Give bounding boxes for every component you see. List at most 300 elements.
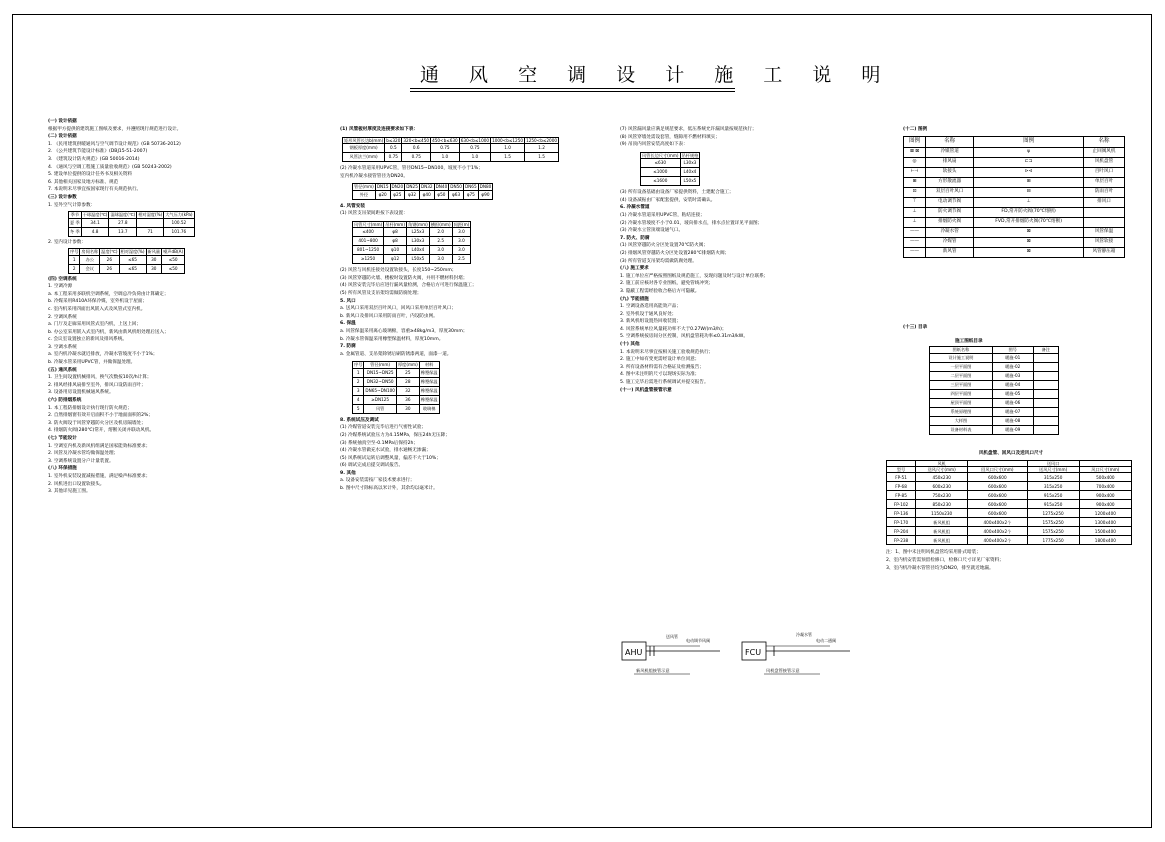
text-line: (1) 风管支吊架间距按下表设置： [340, 211, 408, 217]
text-line: (4) 冷凝水管做充水试验，排水通畅无渗漏； [340, 448, 431, 454]
table-cell: 风管静压箱 [1084, 247, 1125, 257]
table-cell: ⊢⊣ [904, 167, 926, 177]
section-heading: 4. 风管安装 [340, 203, 365, 209]
table-header-row [69, 212, 195, 218]
table-header-cell: 图例 [974, 136, 1084, 147]
table-cell [1033, 371, 1058, 380]
table-cell: 850x230 [916, 500, 968, 509]
ahu-label: AHU [625, 648, 643, 657]
text-line: 2. 排风经排风扇排至室外，排风口设防雨百叶； [48, 382, 146, 388]
table-cell: ⊥ [904, 207, 926, 217]
table-header-cell: 相对湿度(%) [138, 212, 163, 218]
table-cell: 1800x400 [1079, 536, 1131, 545]
table-cell: ⊤ [904, 197, 926, 207]
table-cell: 600x600 [968, 500, 1027, 509]
table-cell: 1575x250 [1027, 518, 1079, 527]
table-header-cell: DN25 [406, 184, 418, 190]
table-row [887, 509, 1132, 518]
text-line: 2. 自然排烟窗有效开启面积不小于地面面积的2%； [48, 413, 154, 419]
table-row [904, 167, 1125, 177]
table-cell: ⊏⊐ [974, 157, 1084, 167]
table-cell: 2.0 [429, 228, 452, 237]
table-cell: 27.8 [109, 218, 137, 227]
duct-height-table [640, 152, 700, 186]
text-line: 根据甲方提供的建筑施工图纸及要求，并遵照现行规范进行设计。 [48, 126, 182, 132]
table-cell: 0.75 [385, 153, 402, 162]
table-cell: φ12 [384, 255, 407, 264]
table-cell: ≥1250 [353, 255, 384, 264]
table-cell [137, 218, 164, 227]
table-header-cell: 风管长边尺寸(mm) [642, 152, 679, 158]
text-line: a. 设备安装需按厂家技术要求进行； [340, 478, 415, 484]
table-cell: 3.0 [452, 228, 471, 237]
table-row [887, 527, 1132, 536]
table-cell: ≤1600 [641, 177, 681, 186]
fcu-label: FCU [745, 648, 762, 657]
table-cell: 600x600 [968, 491, 1027, 500]
text-line: (1) 冷凝水管道采用UPVC管，粘结连接； [620, 212, 705, 218]
table-cell: 大样图 [930, 416, 993, 425]
table-header-cell: DN15 [376, 184, 389, 190]
text-line: 1. 空调冷源 [48, 284, 73, 290]
legend-title: (十二) 图例 [903, 127, 928, 132]
table-cell: FP-170 [887, 518, 916, 527]
table-row [353, 377, 440, 386]
col1-text [48, 118, 318, 209]
table-header-row [69, 249, 185, 255]
table-cell: 900x400 [1079, 491, 1131, 500]
table-cell: φ8 [384, 228, 407, 237]
table-header-cell: DN40 [435, 184, 448, 190]
fcu-caption: 风机盘管接管示意 [766, 668, 800, 673]
table-cell [1033, 425, 1058, 434]
text-line: (4) 设备减振由厂家配套提供，安装时需确认。 [620, 197, 716, 203]
table-header-row [353, 221, 471, 227]
table-header-cell: 风管尺寸(mm) [354, 221, 383, 227]
table-cell: FP-85 [887, 491, 916, 500]
text-line: 2、室内机安装需预留检修口，检修口尺寸详见厂家资料； [886, 558, 1004, 563]
table-cell: ψ [974, 147, 1084, 157]
table-header-cell: 温度(℃) [101, 249, 118, 255]
table-cell: L30x3 [680, 159, 700, 168]
table-header-cell: 1250<b≤2000 [526, 137, 558, 143]
table-header-cell: 角钢(mm) [408, 221, 428, 227]
table-cell: 30 [396, 404, 419, 413]
section-heading: (七) 节能设计 [48, 436, 77, 441]
table-cell: FP-68 [887, 482, 916, 491]
table-row [904, 227, 1125, 237]
text-line: a. 室内机冷凝水就近排放，冷凝水管坡度不小于1%； [48, 352, 158, 358]
table-header-cell: 图号 [992, 347, 1033, 353]
text-line: 2. 室外机设于通风良好处； [620, 311, 677, 317]
directory-table [929, 346, 1059, 434]
section-heading: (九) 节能措施 [620, 296, 649, 302]
table-cell: 1.0 [491, 144, 525, 153]
table-row [353, 228, 471, 237]
table-cell: φ32 [405, 190, 420, 199]
table-cell: 玻璃棉 [419, 404, 439, 413]
table-cell [1033, 407, 1058, 416]
table-cell: FP-102 [887, 500, 916, 509]
table-cell: ⊥ [904, 217, 926, 227]
table-row [353, 386, 440, 395]
title-underline [410, 88, 735, 89]
section-heading: 5. 风口 [340, 298, 356, 304]
table-cell: 止回阀风机 [1084, 147, 1125, 157]
table-cell: 2 [69, 264, 80, 273]
table-cell: FVD,常开排烟防火阀(70℃熔断) [974, 217, 1084, 227]
table-header-cell: 320<b≤450 [403, 137, 430, 143]
table-cell: ⊠ [974, 237, 1084, 247]
table-cell: 315x250 [1027, 473, 1079, 482]
table-cell [1033, 398, 1058, 407]
text-line: (3) 所有设备基础由设备厂家提供资料，土建配合施工； [620, 190, 734, 196]
text-line: (3) 风管穿越防火墙、楼板时设置防火阀，并用不燃材料封堵； [340, 275, 468, 281]
text-line: 1. 本工程防排烟设计执行现行防火规范； [48, 405, 132, 411]
table-header-cell: 名称 [1084, 136, 1125, 147]
table-header-cell: 间距(m) [453, 221, 470, 227]
table-cell: 风管软接 [1084, 237, 1125, 247]
table-cell: 暖施-01 [992, 353, 1033, 362]
text-line: c. 室内机采用四面出风嵌入式及风管式室内机。 [48, 306, 146, 312]
text-line: 3. 其他详见施工图。 [48, 489, 91, 495]
table-header-cell: 横担(mm) [430, 221, 451, 227]
table-header-row [343, 137, 559, 143]
text-line: 4. 排烟防火阀(280℃)常开，熔断关闭并联动风机。 [48, 428, 155, 434]
section-heading: 8. 系统试压及调试 [340, 417, 379, 423]
table-cell: ⊞ [974, 177, 1084, 187]
table-cell: 橡塑保温 [419, 368, 439, 377]
table-cell: φ8 [384, 237, 407, 246]
table-cell [1033, 362, 1058, 371]
table-row [353, 190, 493, 199]
table-header-cell: 送风口 [1027, 460, 1079, 466]
text-line: a. 金属管道、支吊架除锈后刷防锈漆两道，面漆一道。 [340, 351, 452, 357]
table-header-cell: 回风口尺寸(mm) [968, 467, 1027, 473]
text-line: 2. 风管及冷凝水管均做保温处理； [48, 451, 119, 457]
table-cell [1033, 416, 1058, 425]
table-cell: 0.6 [402, 144, 431, 153]
table-cell: 0.75 [459, 144, 490, 153]
table-cell: 办公 [80, 255, 100, 264]
table-cell [1084, 207, 1125, 217]
table-cell: 315x250 [1027, 482, 1079, 491]
text-line: c. 会议室设置独立的新风及排风系统。 [48, 337, 127, 343]
table-row [930, 380, 1059, 389]
indoor-table [68, 248, 185, 273]
table-cell: 方形散流器 [926, 177, 974, 187]
text-line: 2. 《公共建筑节能设计标准》(DBJ15-51-2007) [48, 149, 148, 155]
column-3 [620, 126, 880, 394]
table-row [904, 157, 1125, 167]
table-cell: L50x5 [407, 255, 430, 264]
table-cell: 801~1250 [353, 246, 384, 255]
table-cell: 600x600 [968, 473, 1027, 482]
table-row [69, 255, 185, 264]
table-header-cell: 矩形风管长边b(mm) [344, 137, 384, 143]
table-row [641, 177, 700, 186]
table-cell: 400x400x2个 [968, 527, 1027, 536]
text-line: 1. 空调室内机及新风机组满足国家能效标准要求； [48, 443, 151, 449]
text-line: b. 图中尺寸除标高以米计外，其余均以毫米计。 [340, 486, 438, 492]
table-header-cell: 干球温度(℃) [82, 212, 108, 218]
table-cell: φ75 [463, 190, 478, 199]
table-cell: 双层百叶风口 [926, 187, 974, 197]
table-cell: L50x5 [680, 177, 700, 186]
table-cell: —— [904, 227, 926, 237]
text-line: 2. 风机进出口设置软接头。 [48, 481, 105, 487]
text-line: 5. 施工完毕后需进行系统调试并提交报告。 [620, 380, 709, 386]
table-cell: ≤50 [162, 255, 185, 264]
table-cell: 设计施工说明 [930, 353, 993, 362]
table-row [904, 187, 1125, 197]
outdoor-table [68, 211, 195, 236]
table-header-row [353, 184, 493, 190]
text-line: 3. 隐蔽工程需经验收合格后方可隐蔽。 [620, 288, 700, 294]
table-row [887, 482, 1132, 491]
table-header-cell: 房间名称 [81, 249, 99, 255]
table-cell: 暖施-05 [992, 389, 1033, 398]
table-cell: 1275x250 [1027, 509, 1079, 518]
table-cell: 新风机组 [916, 527, 968, 536]
text-line: b. 冷凝水管保温采用橡塑保温材料，厚度10mm。 [340, 336, 444, 342]
duct-thickness-table [342, 137, 559, 162]
section-heading: (十) 其他 [620, 342, 640, 348]
table-row [69, 227, 195, 236]
table-cell: 钢板厚度(mm) [343, 144, 385, 153]
text-line: a. 风管保温采用离心玻璃棉，容重≥48kg/m3，厚度30mm； [340, 328, 468, 334]
table-cell: 1.5 [491, 153, 525, 162]
table-cell: 700x400 [1079, 482, 1131, 491]
text-line: 4. 图中未注明的尺寸以现场实际为准； [620, 372, 700, 378]
section-heading: (六) 防排烟系统 [48, 398, 82, 404]
table-cell: FP-136 [887, 509, 916, 518]
text-line: 1. 室外机安装设置减振措施，满足噪声标准要求； [48, 473, 151, 479]
table-header-cell: 450<b≤630 [432, 137, 458, 143]
text-line: 3、室内机冷凝水管管径均为DN20，排至就近地漏。 [886, 565, 994, 571]
text-line: 5. 空调系统按房间分区控制，风机盘管耗功率≤0.31m3/kW。 [620, 334, 748, 340]
text-line: 1. 《民用建筑供暖通风与空气调节设计规范》(GB 50736-2012) [48, 141, 181, 147]
table-cell: 暖施-08 [992, 416, 1033, 425]
table-cell: 71 [137, 227, 164, 236]
text-line: 3. 空调水系统 [48, 344, 77, 350]
table-cell: L40x4 [407, 246, 430, 255]
col2d-text [340, 267, 610, 358]
table-cell: 1500x400 [1079, 527, 1131, 536]
table-cell: —— [904, 237, 926, 247]
table-row [904, 247, 1125, 257]
table-cell: φ20 [375, 190, 390, 199]
table-header-cell: 图例 [904, 136, 926, 147]
table-row [641, 168, 700, 177]
text-line: a. 送风口采用双层百叶风口，回风口采用单层百叶风口； [340, 306, 456, 312]
table-cell: 冷凝水管 [926, 227, 974, 237]
table-cell: 暖施-04 [992, 380, 1033, 389]
table-row [69, 264, 185, 273]
table-header-cell: 风口尺寸(mm) [1079, 467, 1131, 473]
column-1 [48, 118, 318, 496]
table-cell: 暖施-09 [992, 425, 1033, 434]
section-heading: 7. 防火、防腐 [620, 235, 650, 241]
table-row [904, 177, 1125, 187]
table-cell: ⊥ [974, 197, 1084, 207]
table-cell: 0.75 [402, 153, 431, 162]
section-heading: 6. 冷凝水管道 [620, 205, 650, 211]
col3b-text [620, 189, 880, 394]
table-cell: 设备材料表 [930, 425, 993, 434]
table-cell: ⊡ [904, 187, 926, 197]
equipment-caption: 风机盘管、回风口及送风口尺寸 [978, 451, 1044, 456]
text-line: 2. 空调风系统 [48, 314, 77, 320]
text-line: 3. 设备用房设置机械通风系统。 [48, 390, 114, 396]
col2e-text [340, 417, 610, 493]
table-cell: 750x230 [916, 491, 968, 500]
table-row [887, 473, 1132, 482]
text-line: 1. 本说明未尽事宜按相关施工验收规范执行； [620, 349, 714, 355]
table-cell [1084, 217, 1125, 227]
connection-diagram [620, 632, 860, 682]
table-header-cell: 型号 [887, 467, 916, 473]
table-cell: ≤630 [641, 159, 681, 168]
text-line: (3) 系统抽真空至-0.1MPa后保持2h； [340, 440, 419, 446]
table-row [353, 404, 440, 413]
table-cell: 新风管 [926, 247, 974, 257]
table-cell: φ50 [434, 190, 449, 199]
text-line: (1) 风管穿越防火分区处设置70℃防火阀； [620, 243, 708, 249]
table-cell: 13.7 [109, 227, 137, 236]
table-cell: 401~800 [353, 237, 384, 246]
table-cell [1033, 380, 1058, 389]
table-cell: ⊠ ⊠ [904, 147, 926, 157]
table-row [353, 368, 440, 377]
table-row [930, 371, 1059, 380]
table-cell: 32 [396, 386, 419, 395]
table-cell: 橡塑保温 [419, 377, 439, 386]
table-cell: ⊞ [904, 177, 926, 187]
title-underline-2 [410, 91, 735, 92]
table-row [353, 237, 471, 246]
table-header-cell: 相对湿度(%) [120, 249, 145, 255]
table-cell: 1575x250 [1027, 527, 1079, 536]
table-cell: 电动调节阀 [926, 197, 974, 207]
text-line: 3. 新风机组设置热回收装置； [620, 319, 681, 325]
table-cell: ≤400 [353, 228, 384, 237]
text-line: a. 门厅及走廊采用风管式室内机，上送上回； [48, 322, 142, 328]
table-cell: ⊳⊲ [974, 167, 1084, 177]
table-cell: 400x400x2个 [968, 536, 1027, 545]
section-heading: (八) 施工要求 [620, 266, 649, 272]
table-cell: 30 [146, 264, 162, 273]
duct-support-table [352, 221, 471, 264]
table-cell: 三层平面图 [930, 380, 993, 389]
table-cell: 二层平面图 [930, 371, 993, 380]
table-cell: FP-204 [887, 527, 916, 536]
table-cell [1033, 389, 1058, 398]
table-row [904, 197, 1125, 207]
table-header-cell: DN32 [420, 184, 433, 190]
col1c-text [48, 276, 318, 496]
table-cell: 一层平面图 [930, 362, 993, 371]
table-cell: 400x400x2个 [968, 518, 1027, 527]
table-row [930, 353, 1059, 362]
table-cell: 3.0 [452, 246, 471, 255]
section-heading: 9. 其他 [340, 470, 356, 476]
fcu-callout-2: 电动二通阀 [816, 638, 836, 643]
table-cell: φ25 [390, 190, 405, 199]
table-row [904, 217, 1125, 227]
text-line: 3. 所有设备材料需有合格证及检测报告； [620, 364, 704, 370]
pipe-size-table [352, 183, 493, 199]
table-row [343, 153, 559, 162]
table-cell: 单层百叶 [1084, 177, 1125, 187]
table-cell: 3 [353, 386, 364, 395]
text-line: (3) 所有管道支吊架均需做防腐处理。 [620, 258, 697, 264]
table-row [930, 416, 1059, 425]
table-header-cell: b≤320 [386, 137, 401, 143]
table-cell: φ40 [419, 190, 434, 199]
table-cell: 4 [353, 395, 364, 404]
table-cell: 0.75 [431, 144, 460, 153]
table-row [930, 425, 1059, 434]
table-row [353, 395, 440, 404]
text-line: 3. 空调系统设置分户计量装置。 [48, 458, 114, 464]
col2-text [340, 126, 610, 134]
table-row [353, 255, 471, 264]
table-cell: 暖施-02 [992, 362, 1033, 371]
table-cell: φ10 [384, 246, 407, 255]
col2b-text [340, 165, 610, 180]
text-line: b. 办公室采用嵌入式室内机，新风由新风机组处理后送入； [48, 329, 169, 335]
table-cell: 30 [146, 255, 162, 264]
text-line: (2) 冷凝水管道采用UPVC管，管径DN15~DN100，坡度不小于1%； [340, 166, 483, 171]
text-line: 1. 卫生间设置机械排风，换气次数按10次/h计算； [48, 375, 152, 381]
text-line: 5. 建设单位提供的设计任务书及相关资料 [48, 172, 132, 178]
table-cell: 系统原理图 [930, 407, 993, 416]
table-cell: 900x400 [1079, 500, 1131, 509]
table-row [904, 147, 1125, 157]
text-line: (2) 冷凝水管坡度不小于0.01，坡向排水点，排水点位置详见平面图； [620, 220, 763, 226]
table-cell: 1200x400 [1079, 509, 1131, 518]
text-line: (3) 冷凝水立管顶端设通气口。 [620, 228, 684, 234]
table-cell: DN65~DN100 [364, 386, 397, 395]
table-cell: 排风口 [1084, 197, 1125, 207]
table-header-cell: 送风尺寸(mm) [916, 467, 968, 473]
table-cell: L40x4 [680, 168, 700, 177]
table-cell: 夏 季 [69, 218, 82, 227]
section-heading: 7. 防腐 [340, 344, 356, 350]
ahu-callout-2: 电动调节风阀 [686, 638, 710, 643]
text-line: 4. 风管系统单位风量耗功率不大于0.27W/(m3/h)； [620, 326, 727, 332]
table-cell: 新风机组 [916, 518, 968, 527]
table-cell: 防火调节阀 [926, 207, 974, 217]
table-cell: ⊠ [974, 247, 1084, 257]
table-cell: L30x3 [407, 237, 430, 246]
col2c-text [340, 203, 610, 218]
table-cell: ⊠ [974, 227, 1084, 237]
table-cell: 风机盘管 [1084, 157, 1125, 167]
table-header-cell: 名称 [926, 136, 974, 147]
table-cell: ≤65 [119, 264, 146, 273]
table-cell: FD,常开防火阀(70℃熔断) [974, 207, 1084, 217]
text-line: (4) 风管安装完毕后应进行漏风量检测，合格后方可进行保温施工； [340, 283, 477, 289]
table-cell: 百叶风口 [1084, 167, 1125, 177]
table-cell: ≤50 [162, 264, 185, 273]
table-row [904, 207, 1125, 217]
table-row [930, 389, 1059, 398]
table-row [930, 398, 1059, 407]
table-header-cell: 大气压力(kPa) [165, 212, 193, 218]
table-cell: —— [904, 247, 926, 257]
